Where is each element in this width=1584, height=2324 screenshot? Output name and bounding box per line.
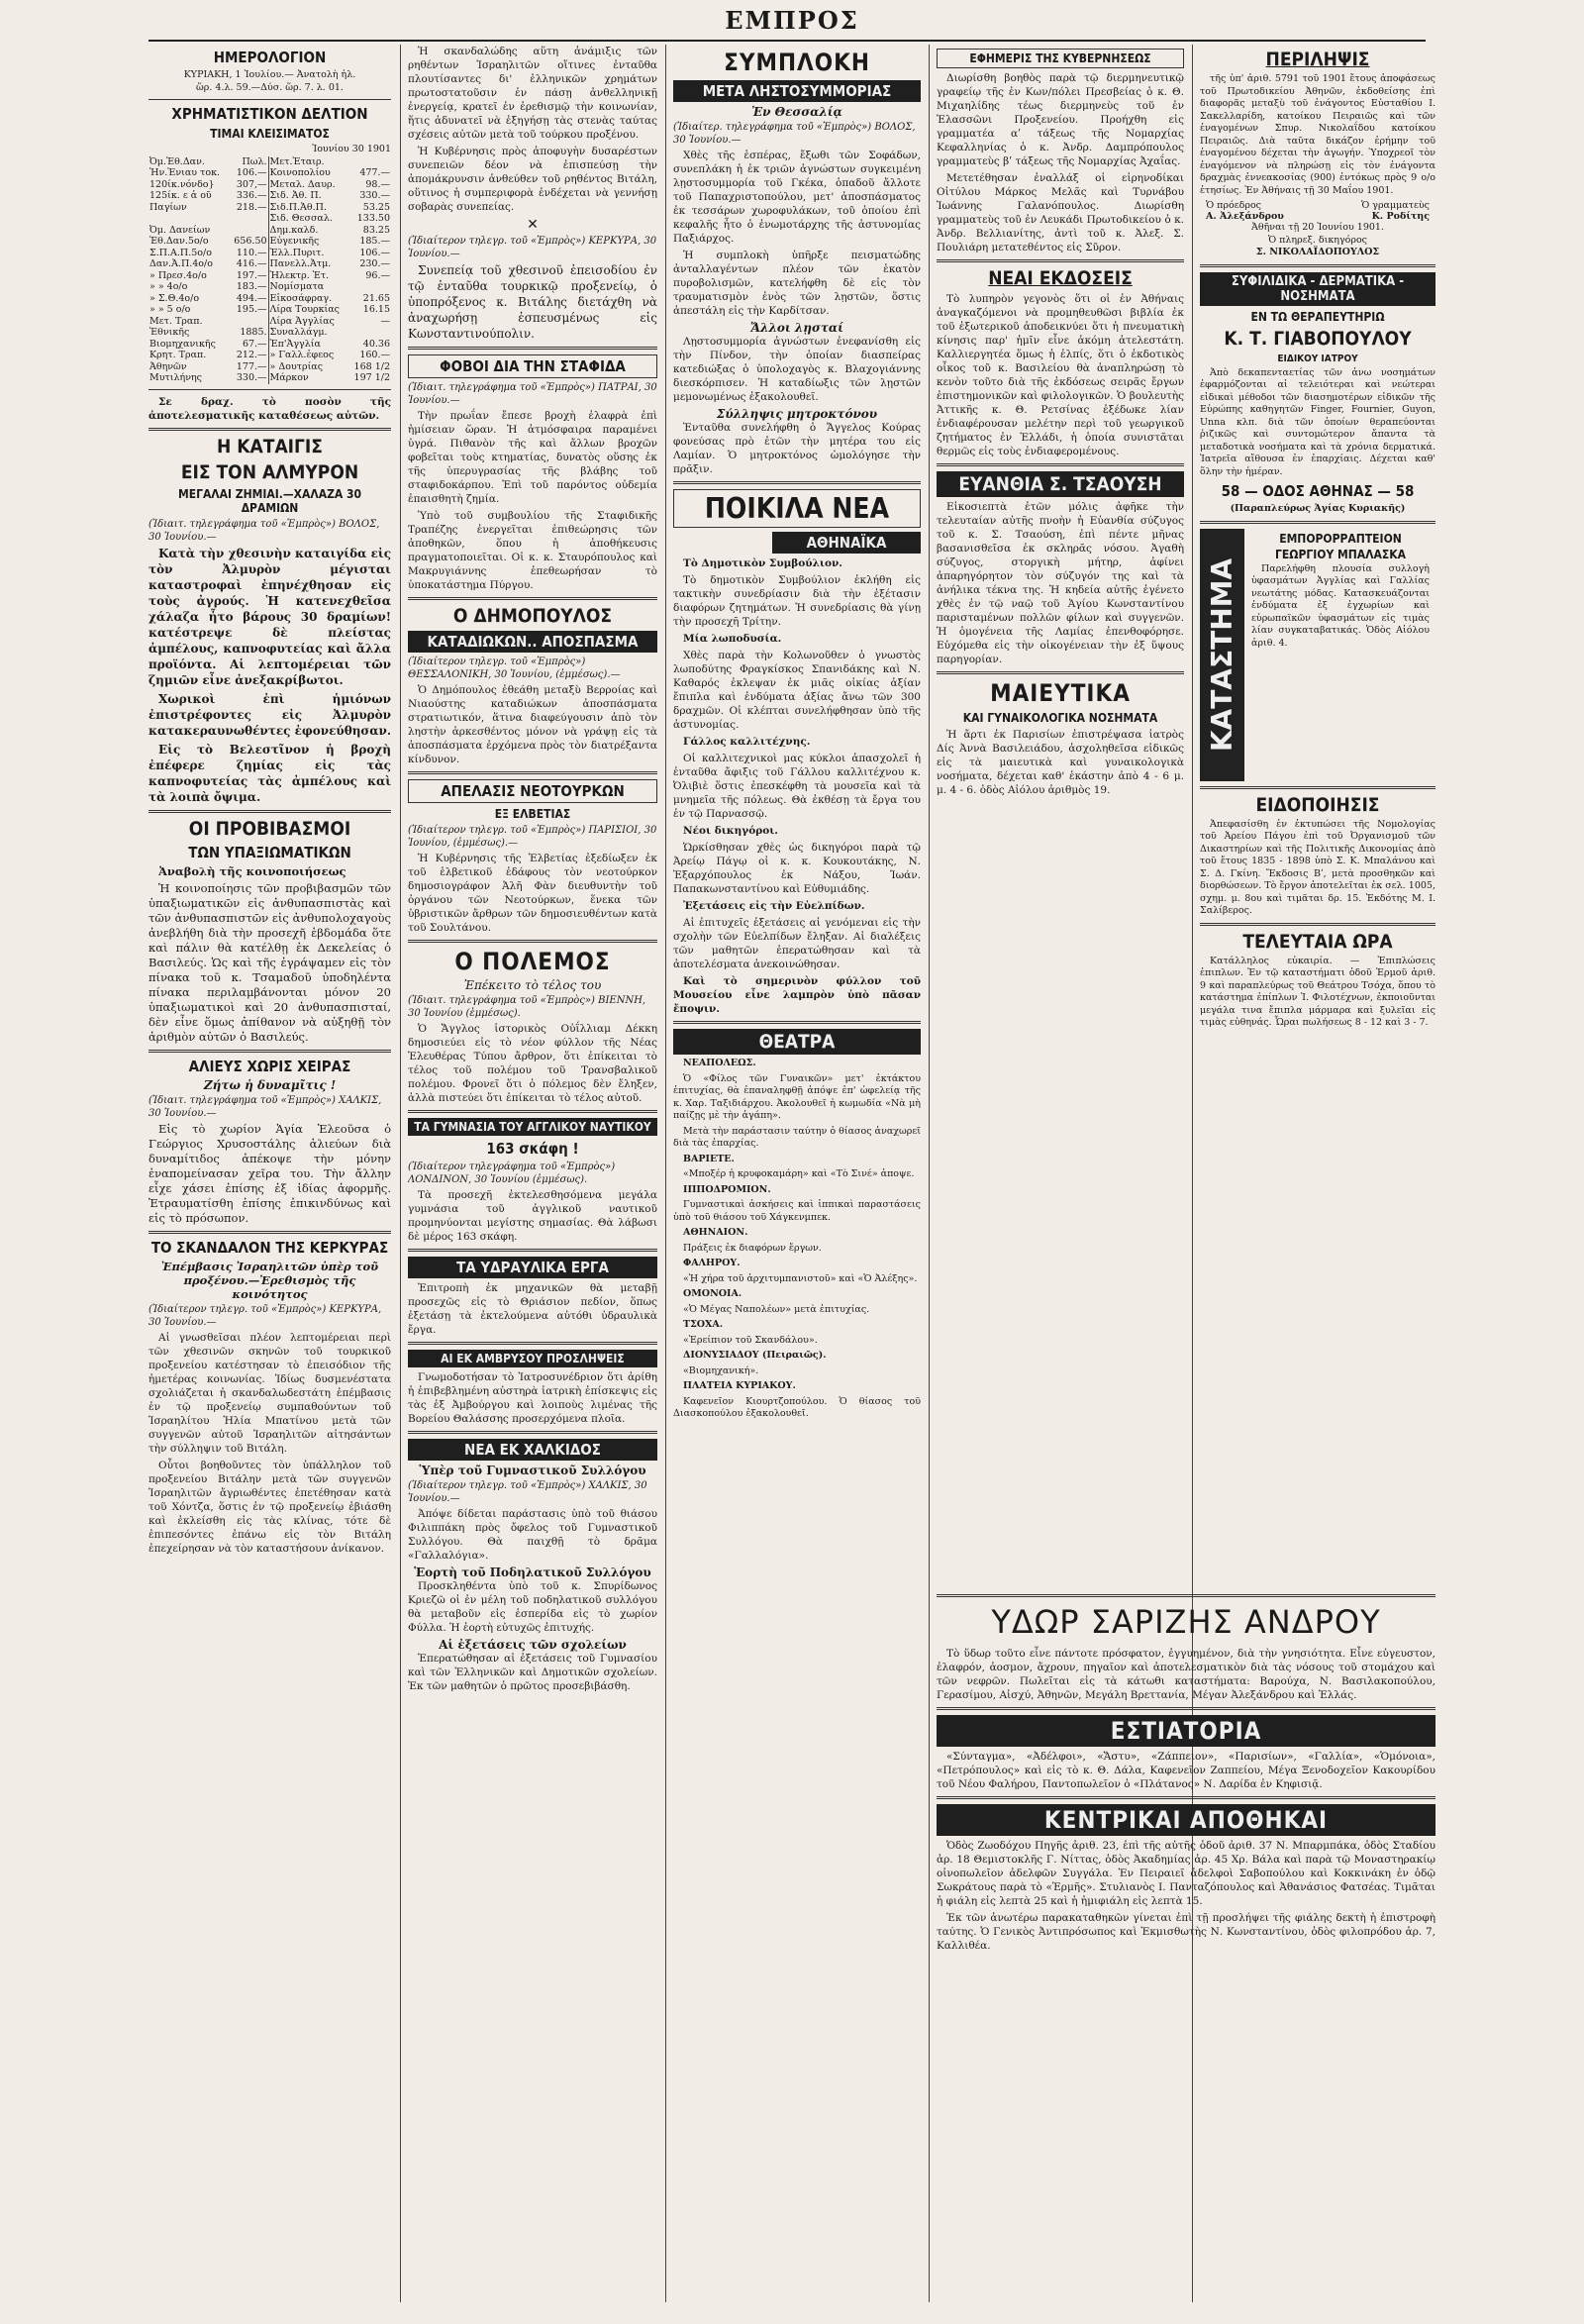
storm-title-2: ΕΙΣ ΤΟΝ ΑΛΜΥΡΟΝ [180, 460, 359, 483]
clinic-name: Κ. Τ. ΓΙΑΒΟΠΟΥΛΟΥ [1224, 327, 1412, 350]
market-cell: Ἠν.Ἐνιαυ τοκ. [149, 167, 221, 178]
market-cell: 185.— [359, 236, 390, 247]
poikila-text: Χθὲς παρὰ τὴν Κολωνοῦθεν ὁ γνωστὸς λωποδύτης Φραγκίσκος Σπανιδάκης καὶ Ν. Καθαρός ἐκλεψαν ἐκ μιᾶς οἰκίας ἀξίαν ἔπιπλα καὶ ἐνδύματα ἀξίας ἄνω τῶν 300 δραχμῶν. Οἱ κλέπται συνελήφθησαν ὑπὸ τῆς ἀστυνομίας. [673, 650, 921, 731]
neotourkon-subtitle: ΕΞ ΕΛΒΕΤΙΑΣ [494, 807, 571, 821]
phobos-text: Τὴν πρωΐαν ἔπεσε βροχὴ ἐλαφρὰ ἐπὶ ἡμίσειαν ὥραν. Ἡ ἀτμόσφαιρα παραμένει ὑγρά. Πιθανὸν τῆς καὶ ἄλλων βροχῶν φοβεῖται τοὺς κτηματίας, δυνατὸς οὕσης ἐκ τῆς ὑπερυγρασίας τῆς βλάβης τοῦ σταφιδοκάρπου. Ἐπὶ τοῦ παρόντος οὐδεμία ἐπαισθητὴ ζημία. [408, 410, 657, 505]
eidopoiisis-text: Ἀπεφασίσθη ἐν ἐκτυπώσει τῆς Νομολογίας τοῦ Ἀρείου Πάγου ἐπὶ τοῦ Ὀργανισμοῦ τῶν Δικαστηρίων καὶ τῆς Πολιτικῆς Δικονομίας ἀπὸ τοῦ ἔτους 1835 - 1898 ὑπὸ Σ. Κ. Μπαλάνου καὶ Σ. Δ. Γκίνη. Ἔκδοσις Βʹ, μετὰ προσθηκῶν καὶ διορθώσεων. Τὸ ἔργον ἀποτελεῖται ἐκ σελ. 1005, σχημ. μ. 8ου καὶ τιμᾶται δρ. 15. Ἐκδότης Μ. Ι. Σαλίβερος. [1200, 818, 1436, 916]
market-cell: 125ίκ. ε ἀ οῦ [149, 190, 212, 201]
war-dateline: (Ἰδιαιτ. τηλεγράφημα τοῦ «Ἐμπρὸς») ΒΙΕΝΝΗ, 30 Ἰουνίου (ἐμμέσως). [408, 995, 646, 1019]
market-cell: 230.— [359, 258, 390, 269]
market-cell [229, 316, 268, 328]
erga-title: ΤΑ ΥΔΡΑΥΛΙΚΑ ΕΡΓΑ [408, 1257, 657, 1278]
market-cell: 330.— [236, 372, 267, 383]
scandal-title: ΤΟ ΣΚΑΝΔΑΛΟΝ ΤΗΣ ΚΕΡΚΥΡΑΣ [150, 1238, 389, 1257]
teleutaia-title: ΤΕΛΕΥΤΑΙΑ ΩΡΑ [1242, 930, 1393, 953]
market-cell: Σιδ.Π.Ἀθ.Π. [268, 202, 348, 214]
market-cell: 98.— [365, 178, 390, 190]
market-cell: 133.50 [356, 213, 390, 224]
war-subtitle: Ἐπέκειτο τὸ τέλος του [463, 978, 602, 992]
promo-title: ΟΙ ΠΡΟΒΙΒΑΣΜΟΙ [188, 817, 351, 840]
syllipsis-text: Ἐνταῦθα συνελήφθη ὁ Ἄγγελος Κούρας φονεύσας πρὸ ἐτῶν τὴν μητέρα του εἰς Λαμίαν. Ὁ μητροκτόνος ὡμολόγησε τὴν πρᾶξιν. [673, 422, 921, 475]
market-cell: Μυτιλήνης [149, 372, 202, 383]
market-cell: Συναλλάγμ. [268, 327, 348, 339]
market-row [148, 293, 391, 305]
central-text: Ὁδὸς Ζωοδόχου Πηγῆς ἀριθ. 23, ἐπὶ τῆς αὐτῆς ὁδοῦ ἀριθ. 37 Ν. Μπαρμπάκα, ὁδὸς Σταδίου ἀρ. 18 Θεμιστοκλῆς Γ. Νίττας, ὁδὸς Ἀκαδημίας ἀρ. 45 Χρ. Βάλα καὶ παρὰ τῷ Μοναστηρακίῳ οἰνοπωλεῖον ἀδελφῶν Συγγάλα. Ἐν Πειραιεῖ ἀδελφοὶ Σαβοπούλου καὶ Κοκκινάκη ἐν ὁδῷ Σωκράτους παρὰ τὸ «Ἑρμῆς». Στυλιανὸς Ι. Πανταζόπουλος καὶ Ἀθανάσιος Φατσέας. Τιμᾶται ἡ φιάλη εἰς λεπτὰ 25 καὶ ἡ ἡμιφιάλη εἰς λεπτὰ 15. [937, 1840, 1436, 1907]
column-separator [400, 45, 401, 2302]
market-row [148, 225, 391, 237]
market-row [148, 213, 391, 225]
market-cell: Βιομηχανικῆς [149, 338, 216, 350]
kerkyra-dateline: (Ἰδιαίτερον τηλεγρ. τοῦ «Ἐμπρὸς») ΚΕΡΚΥΡΑ, 30 Ἰουνίου.— [408, 236, 657, 259]
market-cell: Λίρα Ἀγγλίας [268, 316, 348, 328]
market-cell: Σιδ. Θεσσαλ. [268, 213, 348, 225]
market-row [148, 179, 391, 191]
poikila-lead: Καὶ τὸ σημερινὸν φύλλον τοῦ Μουσείου εἶνε λαμπρὸν ὑπὸ πᾶσαν ἔποψιν. [673, 975, 921, 1015]
theatre-text: Πράξεις ἐκ διαφόρων ἔργων. [683, 1242, 822, 1254]
promo-lead: Ἀναβολὴ τῆς κοινοποιήσεως [158, 863, 346, 878]
column-5 [1200, 45, 1436, 1584]
chalkida-text: Ἐπερατώθησαν αἱ ἐξετάσεις τοῦ Γυμνασίου καὶ τῶν Ἑλληνικῶν καὶ Δημοτικῶν σχολείων. Ἐκ τῶν μαθητῶν ὁ πρῶτος προσεβιβάσθη. [408, 1653, 657, 1692]
notice-text: τῆς ὑπ' ἀριθ. 5791 τοῦ 1901 ἔτους ἀποφάσεως τοῦ Πρωτοδικείου Ἀθηνῶν, ἐκδοθείσης ἐπὶ διαφορᾶς μεταξὺ τοῦ ἐνάγοντος Εὐσταθίου Ι. Σακελλαρίδη, κατοίκου Πειραιῶς καὶ τῶν ἐναγομένων Σπυρ. Νικολαΐδου κατοίκου Πειραιῶς. Διὰ ταῦτα δικάζον ἐρήμην τοῦ ἐναγομένου δέχεται τὴν ἀγωγήν. Ὑποχρεοῖ τὸν ἐναγόμενον νὰ πληρώσῃ εἰς τὸν ἐνάγοντα δραχμὰς ἐννεακοσίας (900) ἐντόκως πρὸς 9 ο/ο ἐτησίως. Ἐν Ἀθήναις τῇ 30 Μαΐου 1901. [1200, 73, 1436, 196]
central-title: ΚΕΝΤΡΙΚΑΙ ΑΠΟΘΗΚΑΙ [937, 1804, 1436, 1836]
market-cell: 416.— [236, 258, 267, 269]
alloi-text: Λῃστοσυμμορία ἀγνώστων ἐνεφανίσθη εἰς τὴν Πίνδον, τὴν ὁποίαν διασπείρας κατεδιώξας ὁ ὑπολοχαγὸς κ. Βλαχογιάννης διεσκόρπισεν. Ἡ καταδίωξις τῶν λῃστῶν μεμονωμένως ἐξακολουθεῖ. [673, 336, 921, 403]
chalkida-text: Ἀπόψε δίδεται παράστασις ὑπὸ τοῦ θιάσου Φιλιππάκη πρὸς ὄφελος τοῦ Γυμναστικοῦ Συλλόγου. Θὰ παιχθῇ τὸ δρᾶμα «Γαλλαλόγια». [408, 1508, 657, 1562]
market-cell: 197 1/2 [353, 372, 390, 383]
market-cell [348, 327, 391, 339]
bottom-ads [937, 1589, 1436, 2312]
column-1 [148, 45, 391, 2312]
phobos-dateline: (Ἰδιαιτ. τηλεγράφημα τοῦ «Ἐμπρὸς») ΠΑΤΡΑΙ, 30 Ἰουνίου.— [408, 382, 657, 406]
storm-title: Η ΚΑΤΑΙΓΙΣ [217, 435, 323, 457]
theatre-text: «Ὁ Μέγας Ναπολέων» μετὰ ἐπιτυχίας. [683, 1303, 870, 1315]
central-text: Ἐκ τῶν ἀνωτέρω παρακαταθηκῶν γίνεται ἐπὶ τῇ προσλήψει τῆς φιάλης δεκτὴ ἡ ἐπιστροφὴ ταύτης. Ὁ Γενικὸς Ἀντιπρόσωπος καὶ Ἐκμισθωτὴς Ν. Κωνσταντίνου, ὁδὸς φιλοπρόδου ἀρ. 7, Καλλιθέα. [937, 1912, 1436, 1952]
market-cell: 168 1/2 [353, 360, 390, 372]
gov-text: Μετετέθησαν ἐναλλάξ οἱ εἰρηνοδίκαι Οἰτύλου Μάρκος Μελᾶς καὶ Τυρνάβου Ἰωάννης Γαλανόπουλος. Διωρίσθη γραμματεὺς τοῦ ἐν Λευκάδι Πρωτοδικείου ὁ κ. Ἀνδρ. Βελλιανίτης, ἀντὶ τοῦ κ. Ἀλεξ. Σ. Πουλιάρη μετατεθέντος εἰς Σῦρον. [937, 172, 1184, 253]
poikila-subtitle: ΑΘΗΝΑΪΚΑ [772, 532, 921, 554]
market-note: Σε δραχ. τὸ ποσὸν τῆς ἀποτελεσματικῆς καταθέσεως αὐτῶν. [148, 395, 391, 422]
theatre-lead: ΟΜΟΝΟΙΑ. [683, 1288, 742, 1299]
calendar-title: ΗΜΕΡΟΛΟΓΙΟΝ [213, 49, 327, 66]
erga-text: Ἐπιτροπὴ ἐκ μηχανικῶν θὰ μεταβῇ προσεχῶς εἰς τὸ Θριάσιον πεδίον, ὅπως ἐξετάσῃ τὰ ἐκτελούμενα αὐτόθι ὑδραυλικὰ ἔργα. [408, 1282, 657, 1336]
phobos-title: ΦΟΒΟΙ ΔΙΑ ΤΗΝ ΣΤΑΦΙΔΑ [408, 354, 657, 378]
market-cell: 183.— [236, 281, 267, 292]
death-title: ΕΥΑΝΘΙΑ Σ. ΤΣΑΟΥΣΗ [937, 471, 1184, 497]
promo-title-2: ΤΩΝ ΥΠΑΞΙΩΜΑΤΙΚΩΝ [188, 843, 351, 861]
gov-title: ΕΦΗΜΕΡΙΣ ΤΗΣ ΚΥΒΕΡΝΗΣΕΩΣ [937, 49, 1184, 68]
market-row [148, 327, 391, 339]
theatre-text: «Ἐρείπιον τοῦ Σκανδάλου». [683, 1334, 818, 1346]
market-cell: Κρητ. Τραπ. [149, 350, 207, 360]
maieutika-text: Ἡ ἄρτι ἐκ Παρισίων ἐπιστρέψασα ἰατρὸς Δίς Ἀννὰ Βασιλειάδου, ἀσχοληθεῖσα εἰδικῶς εἰς τὰ μαιευτικὰ καὶ γυναικολογικὰ νοσήματα, δέχεται καθ' ἑκάστην ἀπὸ 4 - 6 μ. μ. 4 - 6. ὁδὸς Αἰόλου ἀριθμὸς 19. [937, 729, 1184, 796]
neai-text: Τὸ λυπηρὸν γεγονὸς ὅτι οἱ ἐν Ἀθήναις ἀναγκαζόμενοι νὰ προμηθευθῶσι βιβλία ἐκ τοῦ ἐξωτερικοῦ ἀποδεικνύει ὅτι ἡ πνευματικὴ κίνησις παρ' ἡμῖν εἶνε ἀκόμη ἀτελεστάτη. Καλλιεργητέα ὅμως ἡ ἐλπίς, ὅτι ὁ ἐκδοτικὸς οἶκος τοῦ κ. Βασιλείου θὰ ἀναπληρώσῃ τὸ κενὸν τοῦτο διὰ τῆς ἐκδόσεως σειρᾶς ἔργων ἐπιστημονικῶν καὶ φιλολογικῶν. Ὁ βουλευτὴς Ἀττικῆς κ. Θ. Ρετσίνας ἐξέδωκε λίαν ἐνδιαφέρουσαν μελέτην περὶ τοῦ γεωργικοῦ ζητήματος ἐν Ἑλλάδι, ἡ ὁποία συνιστᾶται θερμῶς εἰς τοὺς ἐνδιαφερομένους. [937, 293, 1184, 457]
thessaly-subtitle: Ἐν Θεσσαλίᾳ [751, 105, 842, 119]
calendar-line: ὥρ. 4.λ. 59.—Δύσ. ὥρ. 7. λ. 01. [196, 81, 344, 93]
market-cell: 212.— [236, 350, 267, 360]
plot-title: ΣΥΜΠΛΟΚΗ [724, 49, 870, 76]
market-cell: 656.50 [234, 236, 267, 247]
market-cell [348, 281, 391, 293]
market-cell: Ἐθ.Δαν.5ο/ο [149, 236, 209, 247]
notice-title: ΠΕΡΙΛΗΨΙΣ [1265, 49, 1370, 70]
market-cell: Εἰκοσάφραγ. [268, 293, 348, 305]
column-4 [937, 45, 1184, 1584]
theatre-lead: ΝΕΑΠΟΛΕΩΣ. [683, 1058, 756, 1068]
poikila-lead: Νέοι δικηγόροι. [683, 825, 778, 837]
theatre-title: ΘΕΑΤΡΑ [673, 1029, 921, 1055]
neotourkon-dateline: (Ἰδιαίτερον τηλεγρ. τοῦ «Ἐμπρὸς») ΠΑΡΙΣΙΟΙ, 30 Ἰουνίου, (ἐμμέσως).— [408, 825, 657, 849]
market-row [148, 236, 391, 248]
dimopoulos-dateline: (Ἰδιαίτερον τηλεγρ. τοῦ «Ἐμπρὸς») ΘΕΣΣΑΛΟΝΙΚΗ, 30 Ἰουνίου, (ἐμμέσως).— [408, 657, 621, 680]
notice-sign: Ὁ γραμματεὺς [1361, 200, 1430, 211]
market-row [148, 316, 391, 328]
theatre-lead: ΠΛΑΤΕΙΑ ΚΥΡΙΑΚΟΥ. [683, 1380, 796, 1391]
promo-text: Ἡ κοινοποίησις τῶν προβιβασμῶν τῶν ὑπαξιωματικῶν εἰς ἀνθυπασπιστὰς καὶ τῶν ἀνθυπασπιστῶν εἰς ἀνθυπολοχαγοὺς ἀνεβλήθη διὰ τὴν προσεχῆ ἑβδομάδα ὅτε καὶ πάλιν θὰ κατέλθῃ ἐκ Δεκελείας ὁ Βασιλεύς. Ὡς καὶ τῆς ἐγράψαμεν εἰς τὸν πίνακα τοῦ κ. Τσαμαδοῦ ὑποδηλέντα πίνακα περιλαμβάνονται μόνον 20 ὑπαξιωματικοὶ καὶ 20 ἀνθυπασπισταί, δὲν εἶνε ὅμως ἀπίθανον νὰ αὐξηθῇ τὸν ἀριθμὸν αὐτῶν ὁ Βασιλεύς. [148, 880, 391, 1044]
market-row [148, 248, 391, 259]
teleutaia-text: Κατάλληλος εὐκαιρία. — Ἐπιπλώσεις ἐπιπλων. Ἐν τῷ καταστήματι ὁδοῦ Ἑρμοῦ ἀριθ. 9 καὶ παραπλεύρως τοῦ Θεάτρου Τσόχα, ὅπου τὸ κατάστημα ἐπίπλων Ἰ. Φιλοτέχνων, ἐκποιοῦνται μεγάλα τινα ἔπιπλα μάρμαρα καὶ ξυλεῖαι εἰς τιμὰς εὐθηνάς. Ὧραι πωλήσεως 8 - 12 καὶ 3 - 7. [1200, 955, 1436, 1028]
column-separator [929, 45, 930, 2302]
column-separator [665, 45, 666, 2302]
market-date: Ἰουνίου 30 1901 [312, 144, 391, 154]
ambourgou-text: Γνωμοδοτήσαν τὸ Ἰατροσυνέδριον ὅτι ἀρίθη ἡ ἐπιβεβλημένη αὐστηρὰ ἰατρικὴ ἐπίσκεψις εἰς τὰς ἐξ Ἀμβούργου καὶ λοιποὺς λιμένας τῆς Βορείου Θαλάσσης προσερχόμενα πλοῖα. [408, 1371, 657, 1425]
storm-text: Χωρικοὶ ἐπὶ ἡμιόνων ἐπιστρέφοντες εἰς Ἀλμυρὸν κατακεραυνωθέντες ἐφονεύθησαν. [148, 691, 391, 738]
poikila-text: Αἱ ἐπιτυχεῖς ἐξετάσεις αἱ γενόμεναι εἰς τὴν σχολὴν τῶν Εὐελπίδων ἔληξαν. Αἱ διαλέξεις τῶν μαθητῶν ἐπερατώθησαν καὶ τὰ ἀποτελέσματα ἀνεκοινώθησαν. [673, 917, 921, 970]
chalkida-dateline: (Ἰδιαίτερον τηλεγρ. τοῦ «Ἐμπρὸς») ΧΑΛΚΙΣ, 30 Ἰουνίου.— [408, 1480, 647, 1504]
neai-title: ΝΕΑΙ ΕΚΔΟΣΕΙΣ [988, 267, 1133, 289]
market-cell: 1885. [240, 327, 267, 338]
maieutika-title: ΜΑΙΕΥΤΙΚΑ [990, 679, 1131, 707]
masthead: ΕΜΠΡΟΣ [725, 6, 859, 35]
market-cell: Μάρκον [268, 372, 348, 384]
plot-title-2: ΜΕΤΑ ΛΗΣΤΟΣΥΜΜΟΡΙΑΣ [673, 80, 921, 102]
market-cell: Δημ.καλδ. [268, 225, 348, 237]
market-cell: 195.— [236, 304, 267, 315]
storm-text: Εἰς τὸ Βελεστῖνον ἡ βροχὴ ἐπέφερε ζημίας εἰς τὰς καπνοφυτείας τὰς ἀμπέλους καὶ τὰ λοιπὰ ὄψιμα. [148, 742, 391, 804]
storm-dateline: (Ἰδιαιτ. τηλεγράφημα τοῦ «Ἐμπρὸς») ΒΟΛΟΣ, 30 Ἰουνίου.— [148, 518, 380, 543]
notice-sign: Κ. Ροδίτης [1371, 211, 1430, 222]
water-title: ΥΔΩΡ ΣΑΡΙΖΗΣ ΑΝΔΡΟΥ [991, 1603, 1381, 1641]
theatre-text: «Μποξέρ ἡ κρυφοκαμάρη» καὶ «Τὸ Σινέ» ἀποψε. [683, 1168, 915, 1179]
clinic-text: Ἀπὸ δεκαπενταετίας τῶν ἀνω νοσημάτων ἐφαρμόζονται αἱ τελειότεραι καὶ νεώτεραι εἰδικαὶ μέθοδοι τῶν διασημοτέρων εἰδικῶν τῆς Εὐρώπης καθηγητῶν Finger, Fournier, Guyon, Unna κλπ. διὰ τῶν ὁποίων θεραπεύονται ῥιζικῶς καὶ συντομώτερον ἄπαντα τὰ μεταδοτικὰ νοσήματα καὶ τὰ χρόνια δερματικά. Ἰατρεῖα αἴθουσα ἐν ἐπαρχίαις. Δέχεται καθ' ὅλην τὴν ἡμέραν. [1200, 366, 1436, 477]
market-cell: 106.— [236, 167, 267, 178]
market-cell: » Δουτρίας [268, 361, 348, 373]
market-cell: — [380, 315, 390, 327]
market-cell: » » 4ο/ο [149, 281, 188, 292]
poikila-text: Τὸ δημοτικὸν Συμβούλιον ἐκλήθη εἰς τακτικὴν συνεδρίασιν διὰ τὴν ἐξέτασιν διαφόρων ζητημάτων. Ἡ συνεδρίασις θὰ γίνῃ τὴν προσεχῆ Τρίτην. [673, 574, 921, 628]
scandal-text: Αἱ γνωσθεῖσαι πλέον λεπτομέρειαι περὶ τῶν χθεσινῶν σκηνῶν τοῦ τουρκικοῦ προξενείου κατέστησαν τὸ ἐπεισόδιον τῆς ἡμετέρας κοινωνίας. Ἰδίως δυσμενέστατα σχολιάζεται ἡ σκανδαλωδεστάτη ἐπέμβασις ἐν τῷ προξενείῳ συμπαθούντων τοῦ Ἰσραηλίτου Ἠλία Μπατίνου μετὰ τῶν συγγενῶν αὐτοῦ Ἰσραηλιτῶν αἰτησάντων τὴν σύλληψιν τοῦ Βιτάλη. [148, 1331, 391, 1455]
thessaly-text: Ἡ συμπλοκὴ ὑπῆρξε πεισματώδης ἀνταλλαγέντων πλέον τῶν ἑκατὸν πυροβολισμῶν, κατελήφθη δὲ εἰς τὸν τραυματισμὸν ἐνὸς τῶν λῃστῶν, ὅστις ἀπεστάλη εἰς τὴν Καρδίτσαν. [673, 250, 921, 317]
shop-side: ΕΜΠΟΡΟΡΡΑΠΤΕΙΟΝ [1279, 531, 1402, 546]
gym-dateline: (Ἰδιαίτερον τηλεγράφημα τοῦ «Ἐμπρὸς») ΛΟΝΔΙΝΟΝ, 30 Ἰουνίου (ἐμμέσως). [408, 1162, 616, 1185]
poikila-title: ΠΟΙΚΙΛΑ ΝΕΑ [673, 489, 921, 528]
clinic-role: ΕΙΔΙΚΟΥ ΙΑΤΡΟΥ [1277, 353, 1358, 364]
restaurants-title: ΕΣΤΙΑΤΟΡΙΑ [937, 1715, 1436, 1747]
market-cell: 16.15 [362, 304, 390, 315]
market-row [148, 304, 391, 316]
market-cell: Σ.Π.Α.Π.5ο/ο [149, 247, 212, 258]
market-cell: 218.— [236, 201, 267, 213]
gov-text: Διωρίσθη βοηθὸς παρὰ τῷ διερμηνευτικῷ γραφείῳ τῆς ἐν Κων/πόλει Πρεσβείας ὁ κ. Θ. Μιχαηλίδης τέως διερμηνεὺς τοῦ ἐν Ἐλασσῶνι Προξενείου. Προήχθη εἰς γραμματέα αʹ τάξεως τῆς Νομαρχίας Κεφαλληνίας ὁ κ. Ἀνδρ. Δαμπρόπουλος γραμματεὺς βʹ τάξεως τῆς Νομαρχίας Ἀχαΐας. [937, 72, 1184, 167]
market-cell: Μετ. Τραπ. [149, 315, 203, 327]
market-cell: Σιδ. Ἀθ. Π. [268, 190, 348, 202]
hands-text: Εἰς τὸ χωρίον Ἁγία Ἐλεοῦσα ὁ Γεώργιος Χρυσοστάλης ἁλιεύων διὰ δυναμίτιδος ἀπέκοψε τὴν μόνην ἐναπομείνασαν χεῖρα του. Τὴν ἄλλην εἶχε χάσει ἐπίσης ἐξ ἰδίας ἀφορμῆς. Ἐτραυματίσθη ἐπίσης ἐπικινδύνως καὶ εἰς τὸ πρόσωπον. [148, 1121, 391, 1225]
poikila-lead: Γάλλος καλλιτέχνης. [683, 736, 811, 748]
theatre-lead: ΔΙΟΝΥΣΙΑΔΟΥ (Πειραιῶς). [683, 1350, 827, 1361]
market-cell: Κοινοπολίου [268, 167, 348, 179]
shop-ad [1200, 529, 1436, 781]
market-cell: » Σ.Θ.4ο/ο [149, 292, 200, 304]
gym-title: ΤΑ ΓΥΜΝΑΣΙΑ ΤΟΥ ΑΓΓΛΙΚΟΥ ΝΑΥΤΙΚΟΥ [408, 1118, 657, 1136]
market-cell: 40.36 [362, 338, 390, 350]
market-cell [229, 213, 268, 225]
market-cell: 83.25 [362, 224, 390, 236]
theatre-lead: ΦΑΛΗΡΟΥ. [683, 1258, 741, 1268]
market-cell: 96.— [365, 269, 390, 281]
market-cell: Παγίων [149, 201, 187, 213]
market-cell [348, 156, 391, 168]
notice-sign: Ὁ πληρεξ. δικηγόρος [1267, 234, 1367, 246]
clinic-address-2: (Παραπλεύρως Ἁγίας Κυριακῆς) [1230, 503, 1406, 514]
notice-sign: Ἀθῆναι τῇ 20 Ἰουνίου 1901. [1251, 222, 1384, 233]
market-cell: Πανελλ.Ἀτμ. [268, 258, 348, 270]
poikila-lead: Ἐξετάσεις εἰς τὴν Εὐελπίδων. [683, 900, 865, 912]
market-row [148, 202, 391, 214]
gym-text: Τὰ προσεχῆ ἐκτελεσθησόμενα μεγάλα γυμνάσια τοῦ ἀγγλικοῦ ναυτικοῦ προμηνύονται μεγίστης σημασίας. Θὰ λάβωσι δὲ μέρος 163 σκάφη. [408, 1189, 657, 1243]
notice-sign: Σ. ΝΙΚΟΛΑΪΔΟΠΟΥΛΟΣ [1255, 247, 1380, 257]
poikila-text: Οἱ καλλιτεχνικοὶ μας κύκλοι ἀπασχολεῖ ἡ ἐνταῦθα ἄφιξις τοῦ Γάλλου καλλιτέχνου κ. Ὀλιβιὲ ὅστις ἐπεσκέφθη τὰ μουσεῖα καὶ τὰ μνημεῖα τῆς πόλεως. Θὰ ἐκθέσῃ τὰ ἔργα του ἐν τῷ Παρνασσῷ. [673, 753, 921, 820]
market-cell: Μεταλ. Δαυρ. [268, 179, 348, 191]
syph-title: ΣΥΦΙΛΙΔΙΚΑ - ΔΕΡΜΑΤΙΚΑ - ΝΟΣΗΜΑΤΑ [1200, 272, 1436, 306]
thessaly-text: Χθὲς τῆς ἑσπέρας, ἔξωθι τῶν Σοφάδων, συνεπλάκη ἡ ἐκ τριῶν ἀγνώστων συγκειμένη λῃστοσυμμορία τοῦ Γκέκα, ὁπαδοῦ ἄλλοτε τοῦ Παπαχριστοπούλου, μετ' ἀποσπάσματος ἐκ τεσσάρων χωροφυλάκων, τοῦ ὁποίου ἐπὶ κεφαλῆς ἦτο ὁ ἐνωμοτάρχης τῆς ἀστυνομίας Παξιάρχος. [673, 150, 921, 245]
scandal-subtitle: Ἐπέμβασις Ἰσραηλιτῶν ὑπὲρ τοῦ προξένου.—Ἐρεθισμὸς τῆς κοινότητος [160, 1259, 379, 1301]
dimopoulos-text: Ὁ Δημόπουλος ἐθεάθη μεταξὺ Βερροίας καὶ Νιαούστης καταδιώκων ἀποσπάσματα στρατιωτικόν, ἅτινα διαφεύγουσιν ἀπὸ τὸν ληστὴν ἀρκεσθέντος μόνον νὰ γράψῃ εἰς τὰ ἀποσπάσματα ἐρχόμενα πρὸς τὸν διατρέξαντα κίνδυνον. [408, 684, 657, 765]
theatre-lead: ΒΑΡΙΕΤΕ. [683, 1153, 735, 1164]
column-3 [673, 45, 921, 2312]
market-cell: » Γαλλ.ἐφεος [268, 350, 348, 361]
market-cell: 336.— [236, 190, 267, 201]
restaurants-text: «Σύνταγμα», «Ἀδέλφοι», «Ἄστυ», «Ζάππειον», «Παρισίων», «Γαλλία», «Ὁμόνοια», «Πετρόπουλος» καὶ εἰς τὸ κ. Θ. Δάλα, Καφενεῖον Ζαππείου, Μέγα Ξενοδοχεῖον Κακουρίδου τοῦ Νέου Φαλήρου, Παντοπωλεῖον ὁ «Πλάτανος» Ν. Δαρίδα ἐν Κηφισιᾷ. [937, 1751, 1436, 1790]
market-cell: Μετ.Ἐταιρ. [268, 156, 348, 168]
war-title: Ο ΠΟΛΕΜΟΣ [454, 948, 611, 975]
theatre-text: Ὁ «Φίλος τῶν Γυναικῶν» μετ' ἐκτάκτου ἐπιτυχίας, θὰ ἐπαναληφθῇ ἀπόψε ἐπ' ὠφελείᾳ τῆς κ. Χαρ. Ταξιδιάρχου. Ἀκολουθεῖ ἡ κωμωδία «Νὰ μὴ παίζῃς μὲ τὴν ἀγάπη». [673, 1072, 921, 1121]
market-row [148, 361, 391, 373]
water-text: Τὸ ὕδωρ τοῦτο εἶνε πάντοτε πρόσφατον, ἐγγυημένον, διὰ τὴν γνησιότητα. Εἶνε εὐγευστον, ἐλαφρόν, ἀοσμον, ἄχρουν, πηγαῖον καὶ ἀποτελεσματικὸν διὰ τὰς νόσους τοῦ στομάχου καὶ τῶν νεφρῶν. Πωλεῖται εἰς τὰ κάτωθι καταστήματα: Βαρούχα, Ν. Βασιλακοπούλου, Γερασίμου, Αἰσχύ, Ἀθηνῶν, Μεγάλη Βρεττανία, Μέγαν Ἀλεξάνδρου καὶ Ἑλλάς. [937, 1648, 1436, 1701]
chalkida-title: ΝΕΑ ΕΚ ΧΑΛΚΙΔΟΣ [408, 1439, 657, 1461]
market-table [148, 156, 391, 384]
market-cell [229, 225, 268, 237]
neotourkon-title: ΑΠΕΛΑΣΙΣ ΝΕΟΤΟΥΡΚΩΝ [408, 779, 657, 803]
market-cell: Λίρα Τουρκίας [268, 304, 348, 316]
theatre-text: «Ἡ χήρα τοῦ ἀρχιτυμπανιστοῦ» καὶ «Ὁ Ἀλέξης». [683, 1272, 918, 1284]
market-cell: Ὀμ.Ἐθ.Δαν. [149, 155, 205, 167]
storm-subtitle: ΜΕΓΑΛΑΙ ΖΗΜΙΑΙ.—ΧΑΛΑΖΑ 30 ΔΡΑΜΙΩΝ [177, 486, 362, 515]
market-cell: Εὐγενικῆς [268, 236, 348, 248]
dimopoulos-subtitle: ΚΑΤΑΔΙΩΚΩΝ.. ΑΠΟΣΠΑΣΜΑ [408, 631, 657, 653]
chalkida-subtitle: Ἑορτὴ τοῦ Ποδηλατικοῦ Συλλόγου [414, 1566, 651, 1579]
market-row [148, 167, 391, 179]
notice-sign: Ὁ πρόεδρος [1206, 200, 1261, 211]
poikila-lead: Τὸ Δημοτικὸν Συμβούλιον. [683, 557, 842, 569]
hands-dateline: (Ἰδιαιτ. τηλεγράφημα τοῦ «Ἐμπρὸς») ΧΑΛΚΙΣ, 30 Ἰουνίου.— [148, 1094, 382, 1119]
poikila-lead: Μία λωποδυσία. [683, 633, 782, 645]
shop-vertical-title: ΚΑΤΑΣΤΗΜΑ [1200, 529, 1244, 781]
market-cell: Ἐθνικῆς [149, 327, 190, 338]
poikila-text: Ὡρκίσθησαν χθὲς ὡς δικηγόροι παρὰ τῷ Ἀρείῳ Πάγῳ οἱ κ. κ. Κουκουτάκης, Ν. Ἐξαρχόπουλος ἐκ Νάξου, Ἰωάν. Παπακωνσταντίνου καὶ Εὐθυμιάδης. [673, 842, 921, 895]
calendar-line: ΚΥΡΙΑΚΗ, 1 Ἰουλίου.— Ἀνατολὴ ἡλ. [183, 69, 356, 80]
market-cell: 120ίκ.νόνδο} [149, 178, 215, 190]
clinic-address: 58 — ΟΔΟΣ ΑΘΗΝΑΣ — 58 [1221, 482, 1415, 500]
market-row [148, 258, 391, 270]
notice-sign: Α. Ἀλεξάνδρου [1206, 211, 1284, 222]
storm-text: Κατὰ τὴν χθεσινὴν καταιγίδα εἰς τὸν Ἀλμυρὸν μέγισται καταστροφαὶ ἐπηνέχθησαν εἰς τοὺς ἀγρούς. Ἡ κατενεχθεῖσα χάλαζα ἦτο βάρους 30 δραμίων! κατέστρεψε δὲ πλείστας ἀμπέλους, καπνοφυτείας καὶ ἄλλα προϊόντα. Αἱ λεπτομέρειαι τῶν ζημιῶν εἶνε ἀνεξακρίβωτοι. [148, 546, 391, 687]
eidopoiisis-title: ΕΙΔΟΠΟΙΗΣΙΣ [1255, 793, 1380, 816]
market-cell: 67.— [242, 338, 267, 350]
chalkida-text: Προσκληθέντα ὑπὸ τοῦ κ. Σπυρίδωνος Κριεζῶ οἱ ἐν μέλη τοῦ ποδηλατικοῦ συλλόγου θὰ μεταβοῦν εἰς ἑσπερίδα εἰς τὸ χωρίον Φύλλα. Ἡ ἑορτὴ εὐτυχῶς ἐπιτυχής. [408, 1580, 657, 1634]
theatre-lead: ΙΠΠΟΔΡΟΜΙΟΝ. [683, 1183, 771, 1195]
phobos-text: Ὑπὸ τοῦ συμβουλίου τῆς Σταφιδικῆς Τραπέζης ἐνεργεῖται ἐπιθεώρησις τῶν ἀποθηκῶν, ὅπου ἡ ἀποθήκευσις πραγματοποιεῖται. Οἱ κ. κ. Σταυρόπουλος καὶ Μακρυγιάννης ἐπεθεωρήσαν τὸ ὑποκατάστημα Πύργου. [408, 510, 657, 591]
market-cell: 110.— [236, 247, 267, 258]
market-cell: 160.— [359, 350, 390, 360]
gym-subtitle: 163 σκάφη ! [486, 1140, 579, 1158]
market-cell: Πωλ. [242, 155, 267, 167]
market-row [148, 190, 391, 202]
intro-text: Ἡ Κυβέρνησις πρὸς ἀποφυγὴν δυσαρέστων συνεπειῶν δέον νὰ ἐπισπεύσῃ τὴν ἀπομάκρυνσιν ἀνθεύθεν τοῦ ρηθέντος Βιτάλη, οὕτινος ἡ συμπεριφορὰ ἐνδέχεται νὰ γεννήσῃ σοβαρὰς συνεπείας. [408, 146, 657, 213]
theatre-text: Καφενεῖον Κιουρτζοπούλου. Ὁ θίασος τοῦ Διασκοπούλου ἐξακολουθεῖ. [673, 1395, 921, 1419]
market-cell: Νομίσματα [268, 281, 348, 293]
war-text: Ὁ Ἄγγλος ἱστορικὸς Οὐΐλλιαμ Δέκκη δημοσιεύει εἰς τὸ νέον φύλλον τῆς Νέας Ἐλευθέρας Τύπου ἄρθρον, ὅτι ἐπίκειται τὸ τέλος τοῦ πολέμου τοῦ Τρανσβαλικοῦ πολέμου. Φρονεῖ ὅτι ὁ πόλεμος δὲν ἔληξεν, ἀλλὰ πιστεύει ὅτι ἐπίκειται τὸ τέλος αὐτοῦ. [408, 1023, 657, 1104]
ambourgou-title: ΑΙ ΕΚ ΑΜΒΡΥΣΟΥ ΠΡΟΣΛΗΨΕΙΣ [408, 1350, 657, 1367]
market-cell: » » 5 ο/ο [149, 304, 191, 315]
market-cell: Ἐλλ.Πυριτ. [268, 248, 348, 259]
market-cell: 106.— [359, 247, 390, 258]
theatre-lead: ΤΣΟΧΑ. [683, 1319, 724, 1330]
theatre-lead: ΑΘΗΝΑΙΟΝ. [683, 1227, 748, 1238]
thessaly-dateline: (Ἰδιαίτερ. τηλεγράφημα τοῦ «Ἐμπρὸς») ΒΟΛΟΣ, 30 Ἰουνίου.— [673, 122, 916, 146]
hands-title: ΑΛΙΕΥΣ ΧΩΡΙΣ ΧΕΙΡΑΣ [188, 1057, 351, 1075]
market-cell: Δαν.Ἀ.Π.4ο/ο [149, 258, 213, 269]
hands-subtitle: Ζήτω ἡ δυναμῖτις ! [203, 1077, 337, 1092]
market-cell: 21.65 [362, 292, 390, 304]
scandal-dateline: (Ἰδιαίτερον τηλεγρ. τοῦ «Ἐμπρὸς») ΚΕΡΚΥΡΑ, 30 Ἰουνίου.— [148, 1303, 382, 1328]
maieutika-title-2: ΚΑΙ ΓΥΝΑΙΚΟΛΟΓΙΚΑ ΝΟΣΗΜΑΤΑ [962, 711, 1158, 725]
kerkyra-text: Συνεπείᾳ τοῦ χθεσινοῦ ἐπεισοδίου ἐν τῷ ἐνταῦθα τουρκικῷ προξενείῳ, ὁ ὑποπρόξενος κ. Βιτάλης διετάχθη νὰ ἀναχωρήσῃ ἐσπευσμένως εἰς Κωνσταντινούπολιν. [408, 263, 657, 341]
chalkida-subtitle: Ὑπὲρ τοῦ Γυμναστικοῦ Συλλόγου [419, 1464, 646, 1477]
market-row [148, 339, 391, 351]
market-cell: Ὀμ. Δανείων [149, 224, 211, 236]
market-row [148, 372, 391, 384]
death-text: Εἰκοσιεπτὰ ἐτῶν μόλις ἀφῆκε τὴν τελευταίαν αὐτῆς πνοὴν ἡ Εὐανθία σύζυγος τοῦ κ. Σ. Τσαούση, ἐπὶ πέντε μῆνας βασανισθεῖσα ἐκ σκληρᾶς νόσου. Ἀγαθὴ σύζυγος, στοργικὴ μήτηρ, ἀφίνει ἀπαρηγόρητον τὸν σύζυγόν της καὶ τὰ ἀνήλικα τέκνα της. Ἡ κηδεία αὐτῆς ἐγένετο χθὲς ἐν τῷ ναῷ τοῦ Ἁγίου Κωνσταντίνου παρισταμένων πολλῶν φίλων καὶ συγγενῶν. Ἡ ὁμογένεια τῆς Λαμίας ἐπενθοφόρησε. Εὐχόμεθα εἰς τὴν οἰκογένειαν τὴν ἐξ ὕψους παρηγορίαν. [937, 501, 1184, 665]
market-cell: 477.— [359, 167, 390, 178]
theatre-text: Γυμναστικαὶ ἀσκήσεις καὶ ἱππικαὶ παραστάσεις ὑπὸ τοῦ θιάσου τοῦ Χάγκενμπεκ. [673, 1199, 921, 1223]
market-cell: Ἐπ'Ἀγγλία [268, 339, 348, 351]
intro-text: Ἡ σκανδαλώδης αὕτη ἀνάμιξις τῶν ρηθέντων Ἰσραηλιτῶν οἵτινες ἐνταῦθα πλουτίσαντες δι' ἑλληνικῶν χρημάτων πρωτοστατοῦσιν ἐν πάσῃ ἀνθελληνικῇ ἐνεργείᾳ, κρατεῖ ἐν ἐρεθισμῷ τὴν κοινωνίαν, ἥτις ἀδυνατεῖ νὰ ἐξηγήσῃ τὰς στενὰς ταύτας σχέσεις αὐτῶν μετὰ τοῦ τούρκου προξένου. [408, 46, 657, 141]
column-2: Ἡ σκανδαλώδης αὕτη ἀνάμιξις τῶν ρηθέντων Ἰσραηλιτῶν οἵτινες ἐνταῦθα πλουτίσαντες δι' ἑλληνικῶν χρημάτων πρωτοστατοῦσιν ἐν πάσῃ ἀνθελληνικῇ ἐνεργείᾳ, κρατεῖ ἐν ἐρεθισμῷ τὴν κοινωνίαν, ἥτις ἀδυνατεῖ νὰ ἐξηγήσῃ τὰς στενὰς ταύτας σχέσεις αὐτῶν μετὰ τοῦ τούρκου προξένου. Ἡ Κυβέρνησις πρὸς ἀποφυγὴν δυσαρέστων συνεπειῶν δέον νὰ ἐπισπεύσῃ τὴν ἀπομάκρυνσιν ἀνθεύθεν τοῦ ρηθέντος Βιτάλη, οὕτινος ἡ συμπεριφορὰ ἐνδέχεται νὰ γεννήσῃ σοβαρὰς συνεπείας. ✕ (Ἰδιαίτερον τηλεγρ. τοῦ «Ἐμπρὸς») ΚΕΡΚΥΡΑ, 30 Ἰουνίου.— Συνεπείᾳ τοῦ χθεσινοῦ ἐπεισοδίου ἐν τῷ ἐνταῦθα τουρκικῷ προξενείῳ, ὁ ὑποπρόξενος κ. Βιτάλης διετάχθη νὰ ἀναχωρήσῃ ἐσπευσμένως εἰς Κωνσταντινούπολιν. ΦΟΒΟΙ ΔΙΑ ΤΗΝ ΣΤΑΦΙΔΑ (Ἰδιαιτ. τηλεγράφημα τοῦ «Ἐμπρὸς») ΠΑΤΡΑΙ, 30 Ἰουνίου.— Τὴν πρωΐαν ἔπεσε βροχὴ ἐλαφρὰ ἐπὶ ἡμίσειαν ὥραν. Ἡ ἀτμόσφαιρα παραμένει ὑγρά. Πιθανὸν τῆς καὶ ἄλλων βροχῶν φοβεῖται τοὺς κτηματίας, δυνατὸς οὕσης ἐκ τῆς ὑπερυγρασίας τῆς βλάβης τοῦ σταφιδοκάρπου. Ἐπὶ τοῦ παρόντος οὐδεμία ἐπαισθητὴ ζημία. Ὑπὸ τοῦ συμβουλίου τῆς Σταφιδικῆς Τραπέζης ἐνεργεῖται ἐπιθεώρησις τῶν ἀποθηκῶν, ὅπου ἡ ἀποθήκευσις πραγματοποιεῖται. Οἱ κ. κ. Σταυρόπουλος καὶ Μακρυγιάννης ἐπεθεωρήσαν τὸ ὑποκατάστημα Πύργου. Ο ΔΗΜΟΠΟΥΛΟΣ ΚΑΤΑΔΙΩΚΩΝ.. ΑΠΟΣΠΑΣΜΑ (Ἰδιαίτερον τηλεγρ. τοῦ «Ἐμπρὸς») ΘΕΣΣΑΛΟΝΙΚΗ, 30 Ἰουνίου, (ἐμμέσως).— Ὁ Δημόπουλος ἐθεάθη μεταξὺ Βερροίας καὶ Νιαούστης καταδιώκων ἀποσπάσματα στρατιωτικόν, ἅτινα διαφεύγουσιν ἀπὸ τὸν ληστὴν ἀρκεσθέντος μόνον νὰ γράψῃ εἰς τὰ ἀποσπάσματα ἐρχόμενα πρὸς τὸν διατρέξαντα κίνδυνον. ΑΠΕΛΑΣΙΣ ΝΕΟΤΟΥΡΚΩΝ ΕΞ ΕΛΒΕΤΙΑΣ (Ἰδιαίτερον τηλεγρ. τοῦ «Ἐμπρὸς») ΠΑΡΙΣΙΟΙ, 30 Ἰουνίου, (ἐμμέσως).— Ἡ Κυβέρνησις τῆς Ἑλβετίας ἐξεδίωξεν ἐκ τοῦ ἑλβετικοῦ ἐδάφους τὸν νεοτούρκον δημοσιογράφον Ἀλῆ Φὰν διευθυντὴν τοῦ ὀργάνου τῶν Νεοτούρκων, ἕνεκα τῶν ὑβριστικῶν ἄρθρων τῶν δημοσιευθέντων κατὰ τοῦ Σουλτάνου. Ο ΠΟΛΕΜΟΣ Ἐπέκειτο τὸ τέλος του (Ἰδιαιτ. τηλεγράφημα τοῦ «Ἐμπρὸς») ΒΙΕΝΝΗ, 30 Ἰουνίου (ἐμμέσως). Ὁ Ἄγγλος ἱστορικὸς Οὐΐλλιαμ Δέκκη δημοσιεύει εἰς τὸ νέον φύλλον τῆς Νέας Ἐλευθέρας Τύπου ἄρθρον, ὅτι ἐπίκειται τὸ τέλος τοῦ πολέμου τοῦ Τρανσβαλικοῦ πολέμου. Φρονεῖ ὅτι ὁ πόλεμος δὲν ἔληξεν, ἀλλὰ πιστεύει ὅτι ἐπίκειται τὸ τέλος αὐτοῦ. ΤΑ ΓΥΜΝΑΣΙΑ ΤΟΥ ΑΓΓΛΙΚΟΥ ΝΑΥΤΙΚΟΥ 163 σκάφη ! (Ἰδιαίτερον τηλεγράφημα τοῦ «Ἐμπρὸς») ΛΟΝΔΙΝΟΝ, 30 Ἰουνίου (ἐμμέσως). Τὰ προσεχῆ ἐκτελεσθησόμενα μεγάλα γυμνάσια τοῦ ἀγγλικοῦ ναυτικοῦ προμηνύονται μεγίστης σημασίας. Θὰ λάβωσι δὲ μέρος 163 σκάφη. ΤΑ ΥΔΡΑΥΛΙΚΑ ΕΡΓΑ Ἐπιτροπὴ ἐκ μηχανικῶν θὰ μεταβῇ προσεχῶς εἰς τὸ Θριάσιον πεδίον, ὅπως ἐξετάσῃ τὰ ἐκτελούμενα αὐτόθι ὑδραυλικὰ ἔργα. ΑΙ ΕΚ ΑΜΒΡΥΣΟΥ ΠΡΟΣΛΗΨΕΙΣ Γνωμοδοτήσαν τὸ Ἰατροσυνέδριον ὅτι ἀρίθη ἡ ἐπιβεβλημένη αὐστηρὰ ἰατρικὴ ἐπίσκεψις εἰς τὰς ἐξ Ἀμβούργου καὶ λοιποὺς λιμένας τῆς Βορείου Θαλάσσης προσερχόμενα πλοῖα. ΝΕΑ ΕΚ ΧΑΛΚΙΔΟΣ Ὑπὲρ τοῦ Γυμναστικοῦ Συλλόγου (Ἰδιαίτερον τηλεγρ. τοῦ «Ἐμπρὸς») ΧΑΛΚΙΣ, 30 Ἰουνίου.— Ἀπόψε δίδεται παράστασις ὑπὸ τοῦ θιάσου Φιλιππάκη πρὸς ὄφελος τοῦ Γυμναστικοῦ Συλλόγου. Θὰ παιχθῇ τὸ δρᾶμα «Γαλλαλόγια». Ἑορτὴ τοῦ Ποδηλατικοῦ Συλλόγου Προσκληθέντα ὑπὸ τοῦ κ. Σπυρίδωνος Κριεζῶ οἱ ἐν μέλη τοῦ ποδηλατικοῦ συλλόγου θὰ μεταβοῦν εἰς ἑσπερίδα εἰς τὸ χωρίον Φύλλα. Ἡ ἑορτὴ εὐτυχῶς ἐπιτυχής. Αἱ ἐξετάσεις τῶν σχολείων Ἐπερατώθησαν αἱ ἐξετάσεις τοῦ Γυμνασίου καὶ τῶν Ἑλληνικῶν καὶ Δημοτικῶν σχολείων. Ἐκ τῶν μαθητῶν ὁ πρῶτος προσεβιβάσθη. [408, 46, 657, 1692]
market-cell: 307,— [236, 178, 267, 190]
neotourkon-text: Ἡ Κυβέρνησις τῆς Ἑλβετίας ἐξεδίωξεν ἐκ τοῦ ἑλβετικοῦ ἐδάφους τὸν νεοτούρκον δημοσιογράφον Ἀλῆ Φὰν διευθυντὴν τοῦ ὀργάνου τῶν Νεοτούρκων, ἕνεκα τῶν ὑβριστικῶν ἄρθρων τῶν δημοσιευθέντων κατὰ τοῦ Σουλτάνου. [408, 853, 657, 934]
market-cell: 494.— [236, 292, 267, 304]
syllipsis-subtitle: Σύλληψις μητροκτόνου [716, 407, 878, 421]
chalkida-subtitle: Αἱ ἐξετάσεις τῶν σχολείων [439, 1638, 627, 1652]
market-cell: 197.— [236, 269, 267, 281]
market-row [148, 156, 391, 168]
market-cell: » Πρεσ.4ο/ο [149, 269, 207, 281]
market-cell: 330.— [359, 190, 390, 201]
market-cell: 53.25 [362, 201, 390, 213]
market-row [148, 270, 391, 282]
top-rule [148, 40, 1426, 42]
market-cell: 177.— [236, 360, 267, 372]
theatre-text: Μετὰ τὴν παράστασιν ταύτην ὁ θίασος ἀναχωρεῖ διὰ τὰς ἐπαρχίας. [673, 1125, 921, 1149]
scandal-text: Οὗτοι βοηθοῦντες τὸν ὑπάλληλον τοῦ προξενείου Βιτάλην μετὰ τῶν συγγενῶν Ἰσραηλιτῶν ἄγριωθέντες ἐπετέθησαν κατὰ τοῦ Χόντζα, ὅστις ἐν τῷ προξενείῳ ἐβιάσθη καὶ ἐκλείσθη εἰς τὰς κλίνας, τότε δὲ ἐπιπεσόντες ἐπάνω εἰς τὸν Βιτάλη ἐπεχείρησαν νὰ τὸν καταστήσουν ἀνίκανον. [148, 1459, 391, 1555]
clinic-subtitle: ΕΝ ΤΩ ΘΕΡΑΠΕΥΤΗΡΙΩ [1250, 309, 1385, 324]
dimopoulos-title: Ο ΔΗΜΟΠΟΥΛΟΣ [452, 605, 613, 627]
market-title: ΧΡΗΜΑΤΙΣΤΙΚΟΝ ΔΕΛΤΙΟΝ [171, 105, 368, 123]
market-cell [148, 213, 229, 225]
market-cell: Ἠλεκτρ. Ἐτ. [268, 270, 348, 282]
shop-vertical-title-2: ΓΕΩΡΓΙΟΥ ΜΠΑΛΑΣΚΑ [1275, 547, 1406, 561]
theatre-text: «Βιομηχανική». [683, 1364, 759, 1376]
alloi-subtitle: Ἄλλοι λῃσταί [750, 321, 843, 335]
market-subtitle: ΤΙΜΑΙ ΚΛΕΙΣΙΜΑΤΟΣ [210, 127, 330, 141]
market-cell: Ἀθηνῶν [149, 360, 187, 372]
market-row [148, 281, 391, 293]
shop-text: Παρελήφθη πλουσία συλλογὴ ὑφασμάτων Ἀγγλίας καὶ Γαλλίας νεωτάτης μόδας. Κατασκευάζονται ἐνδύματα ἐξ ἐγχωρίων καὶ εὐρωπαϊκῶν ὑφασμάτων εἰς τιμὰς λίαν συγκαταβατικάς. Ὁδὸς Αἰόλου ἀριθ. 4. [1251, 562, 1430, 649]
market-row [148, 350, 391, 361]
